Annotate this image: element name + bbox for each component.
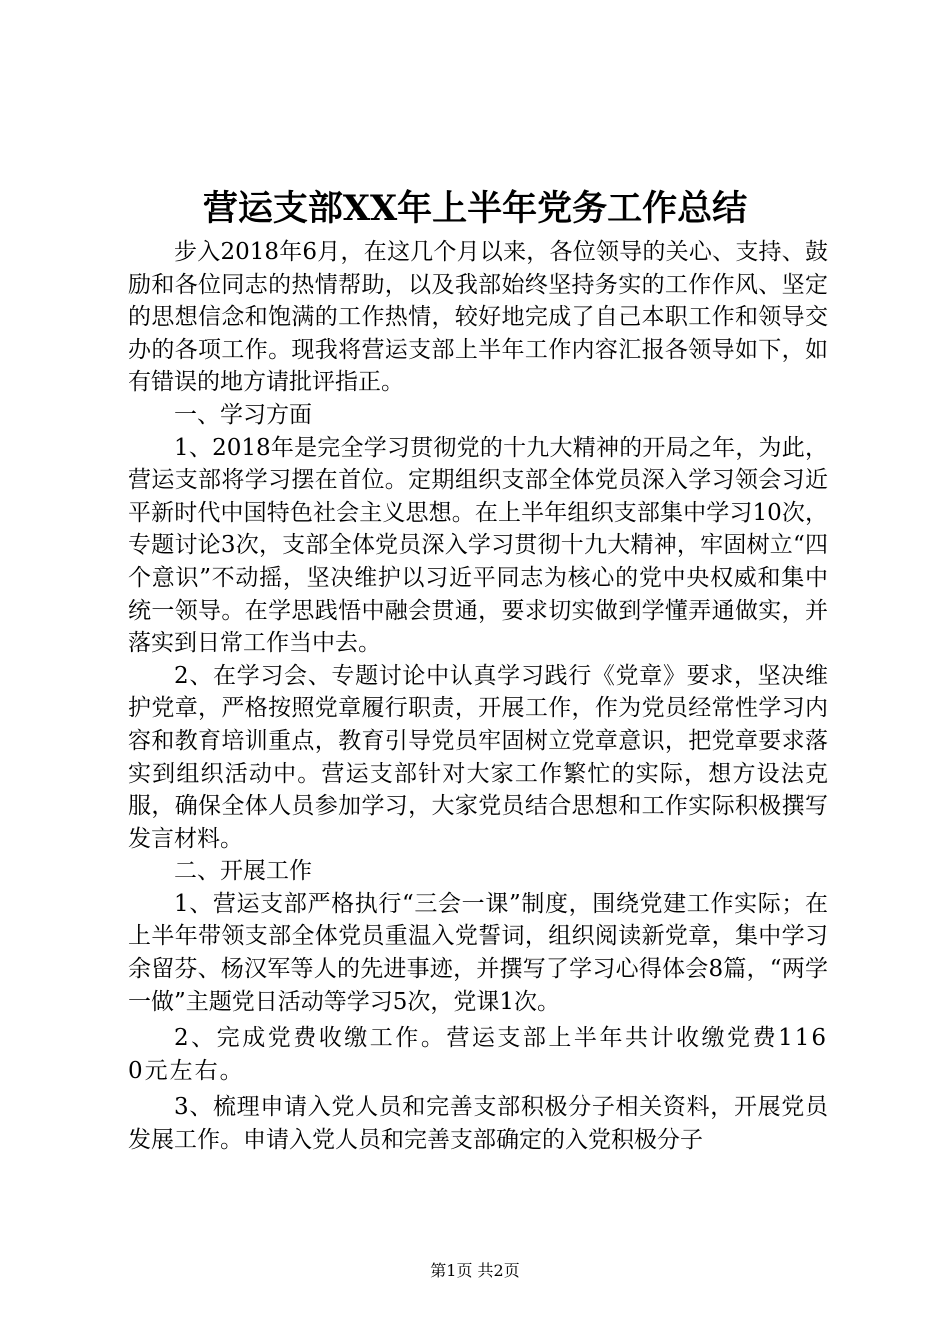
section-heading-study: 一、学习方面	[174, 401, 312, 428]
document-title: 营运支部XX年上半年党务工作总结	[202, 188, 748, 229]
document-body	[128, 236, 828, 1157]
work-item-1: 1、营运支部严格执行“三会一课”制度，围绕党建工作实际；在上半年带领支部全体党员重温入党誓词，组织阅读新党章，集中学习余留芬、杨汉军等人的先进事迹，并撰写了学习心得体会8篇，“两学一做”主题党日活动等学习5次，党课1次。	[128, 890, 828, 1015]
section-heading-work: 二、开展工作	[174, 858, 312, 885]
work-item-3: 3、梳理申请入党人员和完善支部积极分子相关资料，开展党员发展工作。申请入党人员和完善支部确定的入党积极分子	[128, 1094, 828, 1154]
intro-paragraph: 步入2018年6月，在这几个月以来，各位领导的关心、支持、鼓励和各位同志的热情帮助，以及我部始终坚持务实的工作作风、坚定的思想信念和饱满的工作热情，较好地完成了自己本职工作和领导交办的各项工作。现我将营运支部上半年工作内容汇报各领导如下，如有错误的地方请批评指正。	[128, 239, 828, 396]
page-number-footer: 第1页 共2页	[430, 1261, 520, 1280]
study-item-1: 1、2018年是完全学习贯彻党的十九大精神的开局之年，为此，营运支部将学习摆在首位。定期组织支部全体党员深入学习领会习近平新时代中国特色社会主义思想。在上半年组织支部集中学习10次，专题讨论3次，支部全体党员深入学习贯彻十九大精神，牢固树立“四个意识”不动摇，坚决维护以习近平同志为核心的党中央权威和集中统一领导。在学思践悟中融会贯通，要求切实做到学懂弄通做实，并落实到日常工作当中去。	[128, 434, 828, 657]
study-item-2: 2、在学习会、专题讨论中认真学习践行《党章》要求，坚决维护党章，严格按照党章履行职责，开展工作，作为党员经常性学习内容和教育培训重点，教育引导党员牢固树立党章意识，把党章要求落实到组织活动中。营运支部针对大家工作繁忙的实际，想方设法克服，确保全体人员参加学习，大家党员结合思想和工作实际积极撰写发言材料。	[128, 662, 828, 852]
work-item-2: 2、完成党费收缴工作。营运支部上半年共计收缴党费1160元左右。	[128, 1025, 828, 1084]
